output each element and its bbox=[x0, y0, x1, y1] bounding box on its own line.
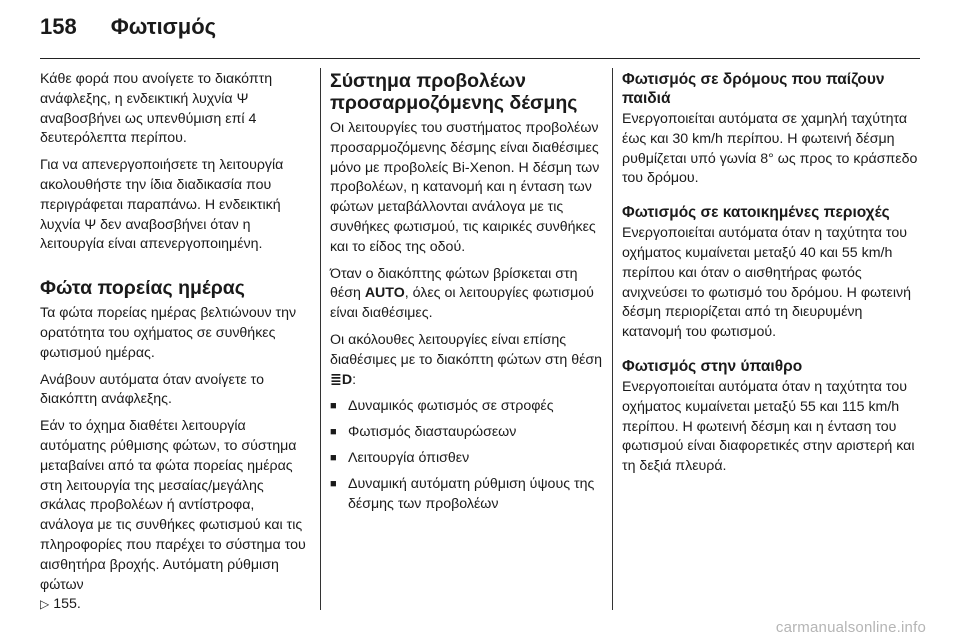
paragraph: Οι λειτουργίες του συστήματος προβολέων προσαρμοζόμενης δέσμης είναι διαθέσιμες μόνο με προβολείς Bi-Xenon. Η δέσμη των προβολέων, η κατανομή και η ένταση των φώτων μεταβάλλονται ανάλογα με τις συνθήκες φωτισμού, τις καιρικές συνθήκες και το είδος της οδού. bbox=[330, 120, 600, 255]
watermark: carmanualsonline.info bbox=[775, 619, 926, 636]
column-2 bbox=[330, 70, 606, 520]
page-header bbox=[40, 14, 216, 48]
paragraph: Οι ακόλουθες λειτουργίες είναι επίσης διαθέσιμες με το διακόπτη φώτων στη θέση ≣D: bbox=[330, 331, 603, 388]
column-divider bbox=[612, 68, 613, 610]
column-1 bbox=[40, 70, 308, 622]
subsection-heading: Φωτισμός στην ύπαιθρο bbox=[622, 357, 803, 375]
subsection-heading: Φωτισμός σε κατοικημένες περιοχές bbox=[622, 204, 890, 222]
paragraph: Ενεργοποιείται αυτόματα όταν η ταχύτητα του οχήματος κυμαίνεται μεταξύ 40 και 55 km/h περίπου και όταν ο αισθητήρας φωτός ανιχνεύσει το φωτισμό του δρόμου. Η φωτεινή δέσμη περιορίζεται από τη διευρυμένη κατανομή του φωτισμού. bbox=[622, 225, 911, 341]
paragraph: Εάν το όχημα διαθέτει λειτουργία αυτόματης ρύθμισης φώτων, το σύστημα μεταβαίνει από τα φώτα πορείας ημέρας στη λειτουργία της μεσαίας/μεγάλης σκάλας προβολέων ή αντίστροφα, ανάλογα με τις συνθήκες φωτισμού και τις πληροφορίες που παρέχει το σύστημα του αισθητήρα βροχής. Αυτόματη ρύθμιση φώτων ▷ 155. bbox=[40, 418, 306, 613]
paragraph: Για να απενεργοποιήσετε τη λειτουργία ακολουθήστε την ίδια διαδικασία που περιγράφεται παραπάνω. Η ενδεικτική λυχνία Ψ δεν αναβοσβήνει όταν η λειτουργία είναι απενεργοποιημένη. bbox=[40, 157, 284, 253]
column-divider bbox=[320, 68, 321, 610]
indicator-lamp-icon: Ψ bbox=[84, 216, 97, 233]
section-heading: Φώτα πορείας ημέρας bbox=[40, 277, 245, 300]
page-number: 158 bbox=[40, 14, 77, 39]
list-item: ■ Φωτισμός διασταυρώσεων bbox=[330, 423, 606, 443]
paragraph: Κάθε φορά που ανοίγετε το διακόπτη ανάφλεξης, η ενδεικτική λυχνία Ψ αναβοσβήνει ως υπενθύμιση επί 4 δευτερόλεπτα περίπου. bbox=[40, 71, 273, 147]
paragraph: Τα φώτα πορείας ημέρας βελτιώνουν την ορατότητα του οχήματος σε συνθήκες φωτισμού ημέρας. bbox=[40, 305, 297, 361]
paragraph: Όταν ο διακόπτης φώτων βρίσκεται στη θέση AUTO, όλες οι λειτουργίες φωτισμού είναι διαθέσιμες. bbox=[330, 265, 594, 322]
auto-label: AUTO bbox=[364, 285, 405, 302]
column-3 bbox=[622, 70, 922, 484]
list-item: ■ Δυναμικός φωτισμός σε στροφές bbox=[330, 397, 606, 417]
paragraph: Ενεργοποιείται αυτόματα σε χαμηλή ταχύτητα έως και 30 km/h περίπου. Η φωτεινή δέσμη ρυθμίζεται υπό γωνία 8° ως προς το κράσπεδο του δρόμου. bbox=[622, 111, 918, 187]
section-heading: Σύστημα προβολέων προσαρμοζόμενης δέσμης bbox=[330, 70, 578, 114]
paragraph: Ανάβουν αυτόματα όταν ανοίγετε το διακόπτη ανάφλεξης. bbox=[40, 371, 264, 408]
paragraph: Ενεργοποιείται αυτόματα όταν η ταχύτητα του οχήματος κυμαίνεται μεταξύ 55 και 115 km/h περίπου. Η φωτεινή δέσμη και η ένταση του φωτισμού είναι διαφορετικές στην αριστερή και τη δεξιά πλευρά. bbox=[622, 378, 915, 475]
list-item: ■ Δυναμική αυτόματη ρύθμιση ύψους της δέσμης των προβολέων bbox=[330, 475, 606, 515]
header-divider bbox=[40, 58, 920, 59]
low-beam-icon: ≣D bbox=[330, 371, 353, 388]
subsection-heading: Φωτισμός σε δρόμους που παίζουν παιδιά bbox=[622, 71, 885, 107]
page-reference-link[interactable]: 155. bbox=[53, 596, 81, 613]
function-list bbox=[330, 397, 606, 514]
indicator-lamp-icon: Ψ bbox=[236, 90, 249, 107]
page-title: Φωτισμός bbox=[110, 14, 217, 39]
list-item: ■ Λειτουργία όπισθεν bbox=[330, 449, 606, 469]
page-reference-arrow-icon: ▷ bbox=[40, 597, 50, 612]
